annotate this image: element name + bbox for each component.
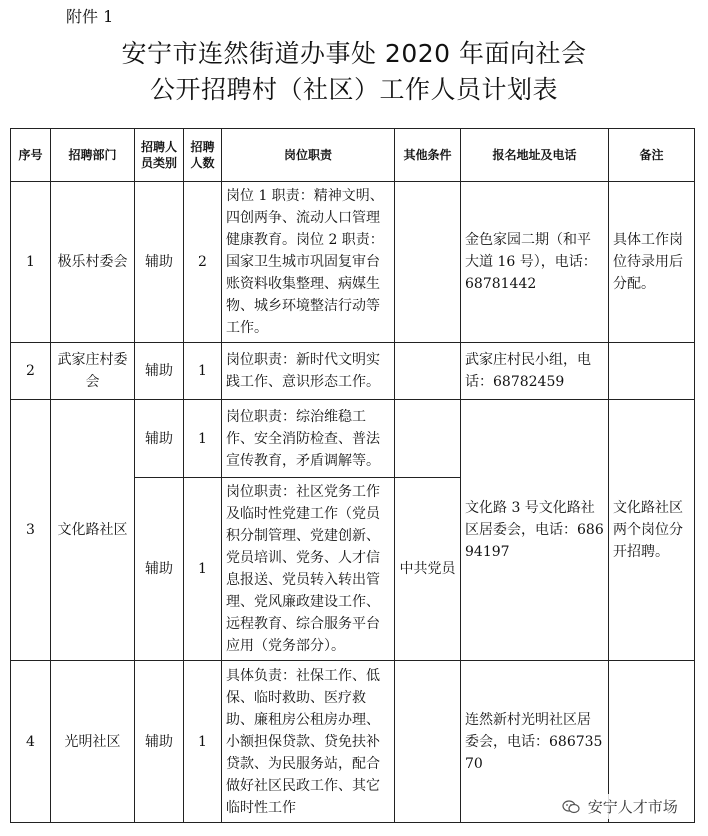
headcount-cell: 2 bbox=[184, 182, 222, 343]
address-phone-cell: 金色家园二期（和平大道 16 号），电话：68781442 bbox=[461, 182, 609, 343]
column-header: 报名地址及电话 bbox=[461, 129, 609, 182]
condition-cell: 中共党员 bbox=[395, 478, 461, 661]
duty-cell: 具体负责：社保工作、低保、临时救助、医疗救助、廉租房公租房办理、小额担保贷款、贷免扶补贷款、为民服务站，配合做好社区民政工作、其它临时性工作 bbox=[222, 661, 395, 823]
row-number: 3 bbox=[11, 400, 51, 661]
headcount-cell: 1 bbox=[184, 661, 222, 823]
table-row bbox=[11, 343, 695, 400]
row-number: 1 bbox=[11, 182, 51, 343]
duty-cell: 岗位 1 职责：精神文明、四创两争、流动人口管理健康教育。岗位 2 职责：国家卫生城市巩固复审台账资料收集整理、病媒生物、城乡环境整洁行动等工作。 bbox=[222, 182, 395, 343]
column-header: 岗位职责 bbox=[222, 129, 395, 182]
column-header: 备注 bbox=[609, 129, 695, 182]
department-cell: 极乐村委会 bbox=[51, 182, 135, 343]
condition-cell bbox=[395, 343, 461, 400]
headcount-cell: 1 bbox=[184, 400, 222, 478]
duty-cell: 岗位职责：新时代文明实践工作、意识形态工作。 bbox=[222, 343, 395, 400]
staff-type-cell: 辅助 bbox=[135, 478, 184, 661]
department-cell: 武家庄村委会 bbox=[51, 343, 135, 400]
page-subtitle: 公开招聘村（社区）工作人员计划表 bbox=[149, 75, 558, 104]
note-cell: 具体工作岗位待录用后分配。 bbox=[609, 182, 695, 343]
staff-type-cell: 辅助 bbox=[135, 343, 184, 400]
address-phone-cell: 连然新村光明社区居委会，电话：68673570 bbox=[461, 661, 609, 823]
row-number: 4 bbox=[11, 661, 51, 823]
column-header: 招聘人数 bbox=[184, 129, 222, 182]
staff-type-cell: 辅助 bbox=[135, 661, 184, 823]
address-phone-cell: 文化路 3 号文化路社区居委会，电话：68694197 bbox=[461, 400, 609, 661]
column-header: 招聘人员类别 bbox=[135, 129, 184, 182]
condition-cell bbox=[395, 400, 461, 478]
headcount-cell: 1 bbox=[184, 478, 222, 661]
recruitment-plan-table bbox=[10, 128, 695, 823]
headcount-cell: 1 bbox=[184, 343, 222, 400]
duty-cell: 岗位职责：社区党务工作及临时性党建工作（党员积分制管理、党建创新、党员培训、党务、人才信息报送、党员转入转出管理、党风廉政建设工作、远程教育、综合服务平台应用（党务部分）。 bbox=[222, 478, 395, 661]
condition-cell bbox=[395, 661, 461, 823]
page-title: 安宁市连然街道办事处 2020 年面向社会 bbox=[121, 39, 587, 68]
staff-type-cell: 辅助 bbox=[135, 400, 184, 478]
column-header: 序号 bbox=[11, 129, 51, 182]
row-number: 2 bbox=[11, 343, 51, 400]
staff-type-cell: 辅助 bbox=[135, 182, 184, 343]
watermark bbox=[558, 794, 682, 819]
address-phone-cell: 武家庄村民小组，电话：68782459 bbox=[461, 343, 609, 400]
watermark-text: 安宁人才市场 bbox=[587, 798, 678, 816]
table-row bbox=[11, 182, 695, 343]
wechat-icon bbox=[562, 800, 580, 814]
attachment-label: 附件 1 bbox=[66, 7, 114, 26]
note-cell: 文化路社区两个岗位分开招聘。 bbox=[609, 400, 695, 661]
condition-cell bbox=[395, 182, 461, 343]
department-cell: 文化路社区 bbox=[51, 400, 135, 661]
note-cell bbox=[609, 343, 695, 400]
column-header: 招聘部门 bbox=[51, 129, 135, 182]
column-header: 其他条件 bbox=[395, 129, 461, 182]
department-cell: 光明社区 bbox=[51, 661, 135, 823]
table-row bbox=[11, 400, 695, 478]
duty-cell: 岗位职责：综治维稳工作、安全消防检查、普法宣传教育，矛盾调解等。 bbox=[222, 400, 395, 478]
table-header-row bbox=[11, 129, 695, 182]
